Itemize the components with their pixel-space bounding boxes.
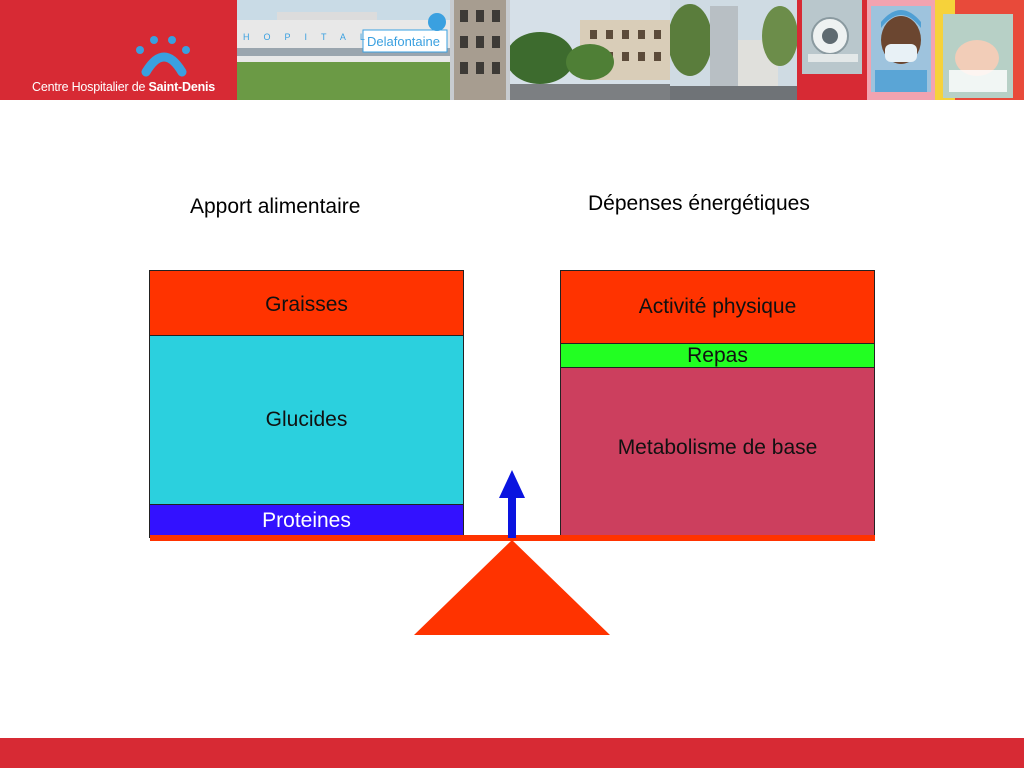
footer-bar (0, 738, 1024, 768)
photo-surgeon (867, 0, 935, 100)
block-activite-physique-label: Activité physique (638, 295, 797, 318)
block-proteines (149, 504, 464, 538)
logo-text-regular: Centre Hospitalier de (32, 80, 149, 94)
block-graisses-label: Graisses (265, 293, 348, 316)
expenditure-title: Dépenses énergétiques (588, 192, 810, 215)
block-metabolisme-label: Metabolisme de base (617, 436, 818, 459)
block-activite-physique (560, 270, 875, 344)
photo-strip (237, 0, 1024, 100)
intake-title: Apport alimentaire (190, 195, 361, 218)
building-letters-text: HOPITAL (243, 32, 379, 42)
block-repas (560, 343, 875, 368)
photo-newborn (935, 0, 1024, 100)
sun-logo-icon (132, 36, 196, 80)
photo-modern-tower (670, 0, 797, 100)
header-banner (0, 0, 1024, 100)
block-glucides-label: Glucides (265, 408, 348, 431)
block-glucides (149, 335, 464, 505)
block-repas-label: Repas (687, 343, 748, 367)
photo-hospital-building (237, 0, 450, 100)
logo-text-bold: Saint-Denis (148, 80, 216, 94)
photo-trees-street (510, 0, 670, 100)
hospital-logo (0, 0, 235, 100)
building-sign-text: Delafontaine (367, 34, 440, 49)
fulcrum-triangle (414, 540, 610, 636)
block-metabolisme-de-base (560, 367, 875, 538)
photo-old-building (450, 0, 510, 100)
block-proteines-label: Proteines (262, 509, 351, 532)
block-graisses (149, 270, 464, 336)
photo-medical-scanner (800, 0, 864, 100)
arrow-up-icon (499, 470, 525, 538)
logo-text (32, 80, 215, 94)
